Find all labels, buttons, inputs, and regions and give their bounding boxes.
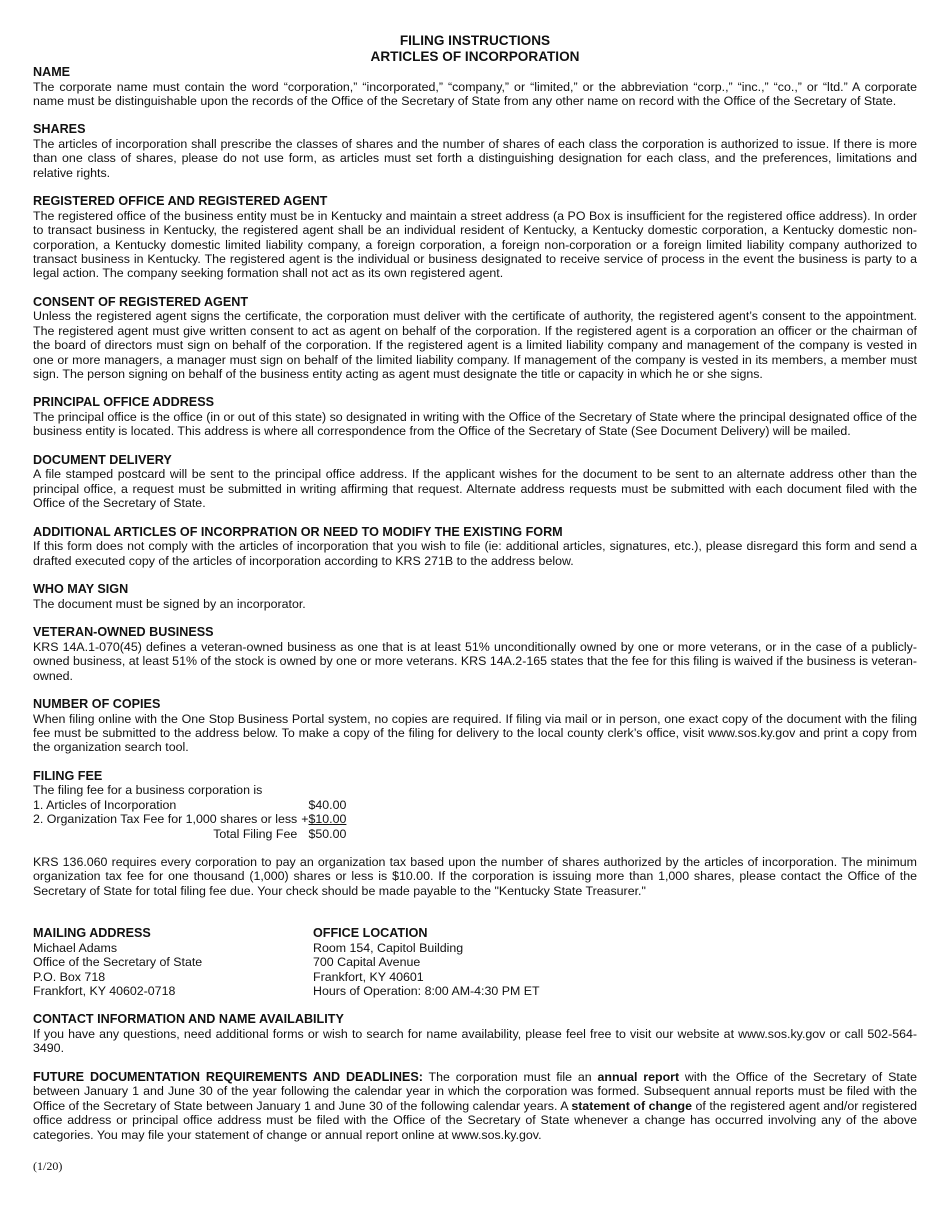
section-heading: FILING FEE [33, 768, 103, 783]
fee-item-label: 1. Articles of Incorporation [33, 797, 177, 812]
section-heading: FUTURE DOCUMENTATION REQUIREMENTS AND DEADLINES: [33, 1069, 423, 1084]
section-copies [33, 697, 917, 755]
section-heading: MAILING ADDRESS [33, 926, 151, 941]
page-title [33, 33, 917, 65]
section-body: KRS 14A.1-070(45) defines a veteran-owned business as one that is at least 51% unconditionally owned by one or more veterans, or in the case of a publicly-owned business, at least 51% of the stock is owned by one or more veterans. KRS 14A.2-165 states that the fee for this filing is waived if the business is veteran-owned. [33, 639, 917, 683]
section-filing-fee [33, 769, 917, 898]
section-shares [33, 122, 917, 180]
section-future [33, 1070, 917, 1142]
section-heading: OFFICE LOCATION [313, 926, 428, 941]
section-additional [33, 525, 917, 568]
section-heading: CONSENT OF REGISTERED AGENT [33, 294, 249, 309]
section-registered [33, 194, 917, 281]
mailing-address [33, 926, 313, 998]
fee-total-row [33, 827, 346, 841]
section-who-may-sign [33, 582, 917, 611]
section-body: The document must be signed by an incorporator. [33, 596, 306, 611]
address-line: P.O. Box 718 [33, 969, 106, 984]
section-name [33, 65, 917, 108]
fee-row [33, 798, 346, 812]
future-text: of the registered agent and/or registered office address or principal office address must be filed with the Office of the Secretary of State whenever a change has occurred involving any of the above categories. You may file your statement of change or annual report online at www.sos.ky.gov. [33, 1098, 917, 1142]
document-page [33, 33, 917, 1142]
section-heading: ADDITIONAL ARTICLES OF INCORPRATION OR NEED TO MODIFY THE EXISTING FORM [33, 524, 563, 539]
fee-total-label: Total Filing Fee [213, 826, 298, 841]
section-heading: WHO MAY SIGN [33, 582, 129, 597]
fee-intro: The filing fee for a business corporation is [33, 783, 263, 798]
address-columns [33, 926, 917, 998]
section-body: The corporate name must contain the word “corporation,” “incorporated,” “company,” or “limited,” or the abbreviation “corp.,” “inc.,” “co.,” or “ltd.” A corporate name must be distinguishable upon the records of the Office of the Secretary of State from any other name on record with the Office of the Secretary of State. [33, 79, 917, 108]
address-line: Frankfort, KY 40601 [313, 969, 424, 984]
future-text: with the Office of the Secretary of State between January 1 and June 30 of the year following the calendar year in which the corporation was formed. Subsequent annual reports must be filed with the Office of the Secretary of State between January 1 and June 30 of the following calendar years. A [33, 1069, 917, 1113]
section-heading: NUMBER OF COPIES [33, 696, 161, 711]
section-heading: NAME [33, 65, 71, 79]
fee-total-amount: $50.00 [308, 826, 347, 841]
fee-item-label: 2. Organization Tax Fee for 1,000 shares or less [33, 812, 298, 827]
fee-note: KRS 136.060 requires every corporation to pay an organization tax based upon the number of shares authorized by the articles of incorporation. The minimum organization tax fee for one thousand (1,000) shares or less is $10.00. If the corporation is issuing more than 1,000 shares, please contact the Office of the Secretary of State for total filing fee due. Your check should be made payable to the "Kentucky State Treasurer." [33, 854, 917, 898]
office-location [313, 926, 713, 998]
fee-item-amount [297, 812, 346, 826]
address-line: 700 Capital Avenue [313, 955, 421, 970]
section-delivery [33, 453, 917, 511]
section-body: When filing online with the One Stop Business Portal system, no copies are required. If filing via mail or in person, one exact copy of the document with the filing fee must be submitted to the address below. To make a copy of the filing for delivery to the local county clerk’s office, visit www.sos.ky.gov and print a copy from the organization search tool. [33, 711, 917, 755]
section-body: If you have any questions, need additional forms or wish to search for name availability, please feel free to visit our website at www.sos.ky.gov or call 502-564-3490. [33, 1026, 917, 1056]
section-body: If this form does not comply with the articles of incorporation that you wish to file (ie: additional articles, signatures, etc.), please disregard this form and send a drafted executed copy of the articles of incorporation according to KRS 271B to the address below. [33, 539, 917, 568]
fee-row [33, 812, 346, 826]
page-number: (1/20) [33, 1159, 63, 1173]
section-contact [33, 1012, 917, 1055]
statement-of-change-term: statement of change [571, 1098, 692, 1113]
address-line: Room 154, Capitol Building [313, 940, 464, 955]
section-principal [33, 395, 917, 438]
title-line-2: ARTICLES OF INCORPORATION [370, 49, 580, 64]
fee-table [33, 798, 346, 841]
section-heading: PRINCIPAL OFFICE ADDRESS [33, 395, 214, 410]
section-body: The registered office of the business entity must be in Kentucky and maintain a street address (a PO Box is insufficient for the registered office address). In order to transact business in Kentucky, the registered agent shall be an individual resident of Kentucky, a Kentucky domestic corporation, a Kentucky domestic non-corporation, a Kentucky domestic limited liability company, a foreign corporation, a foreign non-corporation or a foreign limited liability company authorized to transact business in Kentucky. The registered agent is the individual or business designated to receive service of process in the event the business is party to a legal action. The company seeking formation shall not act as its own registered agent. [33, 208, 917, 281]
address-line: Michael Adams [33, 940, 118, 955]
address-line: Frankfort, KY 40602-0718 [33, 983, 176, 998]
address-line: Office of the Secretary of State [33, 955, 203, 970]
section-body: A file stamped postcard will be sent to the principal office address. If the applicant wishes for the document to be sent to an alternate address other than the principal office, a request must be submitted in writing affirming that request. Alternate address requests must be submitted with each document filed with the Office of the Secretary of State. [33, 467, 917, 511]
section-heading: DOCUMENT DELIVERY [33, 452, 172, 467]
future-text: The corporation must file an [422, 1069, 598, 1084]
section-heading: SHARES [33, 122, 86, 137]
section-heading: REGISTERED OFFICE AND REGISTERED AGENT [33, 194, 328, 209]
fee-plus-sign: + [301, 812, 309, 827]
section-heading: VETERAN-OWNED BUSINESS [33, 625, 214, 640]
fee-item-amount: $40.00 [308, 797, 347, 812]
section-heading: CONTACT INFORMATION AND NAME AVAILABILITY [33, 1012, 344, 1027]
section-veteran [33, 625, 917, 683]
title-line-1: FILING INSTRUCTIONS [399, 33, 551, 48]
section-body: The articles of incorporation shall prescribe the classes of shares and the number of shares of each class the corporation is authorized to issue. If there is more than one class of shares, please do not use form, as articles must set forth a distinguishing designation for each class, and the preferences, limitations and relative rights. [33, 137, 917, 180]
section-body: Unless the registered agent signs the certificate, the corporation must deliver with the certificate of authority, the registered agent’s consent to the appointment. The registered agent must give written consent to act as agent on behalf of the corporation. If the registered agent is a corporation an officer or the chairman of the board of directors must sign on behalf of the corporation. If the registered agent is a limited liability company and management of the company is vested in one or more managers, a manager must sign on behalf of the limited liability company. If management of the company is vested in its members, a member must sign. The person signing on behalf of the business entity acting as agent must designate the title or capacity in which he or she signs. [33, 309, 917, 382]
section-body: The principal office is the office (in or out of this state) so designated in writing with the Office of the Secretary of State where the principal designated office of the business entity is located. This address is where all correspondence from the Office of the Secretary of State (See Document Delivery) will be mailed. [33, 410, 917, 439]
fee-amount-underlined: $10.00 [308, 812, 347, 827]
annual-report-term: annual report [597, 1069, 680, 1084]
address-line: Hours of Operation: 8:00 AM-4:30 PM ET [313, 983, 540, 998]
section-consent [33, 295, 917, 382]
